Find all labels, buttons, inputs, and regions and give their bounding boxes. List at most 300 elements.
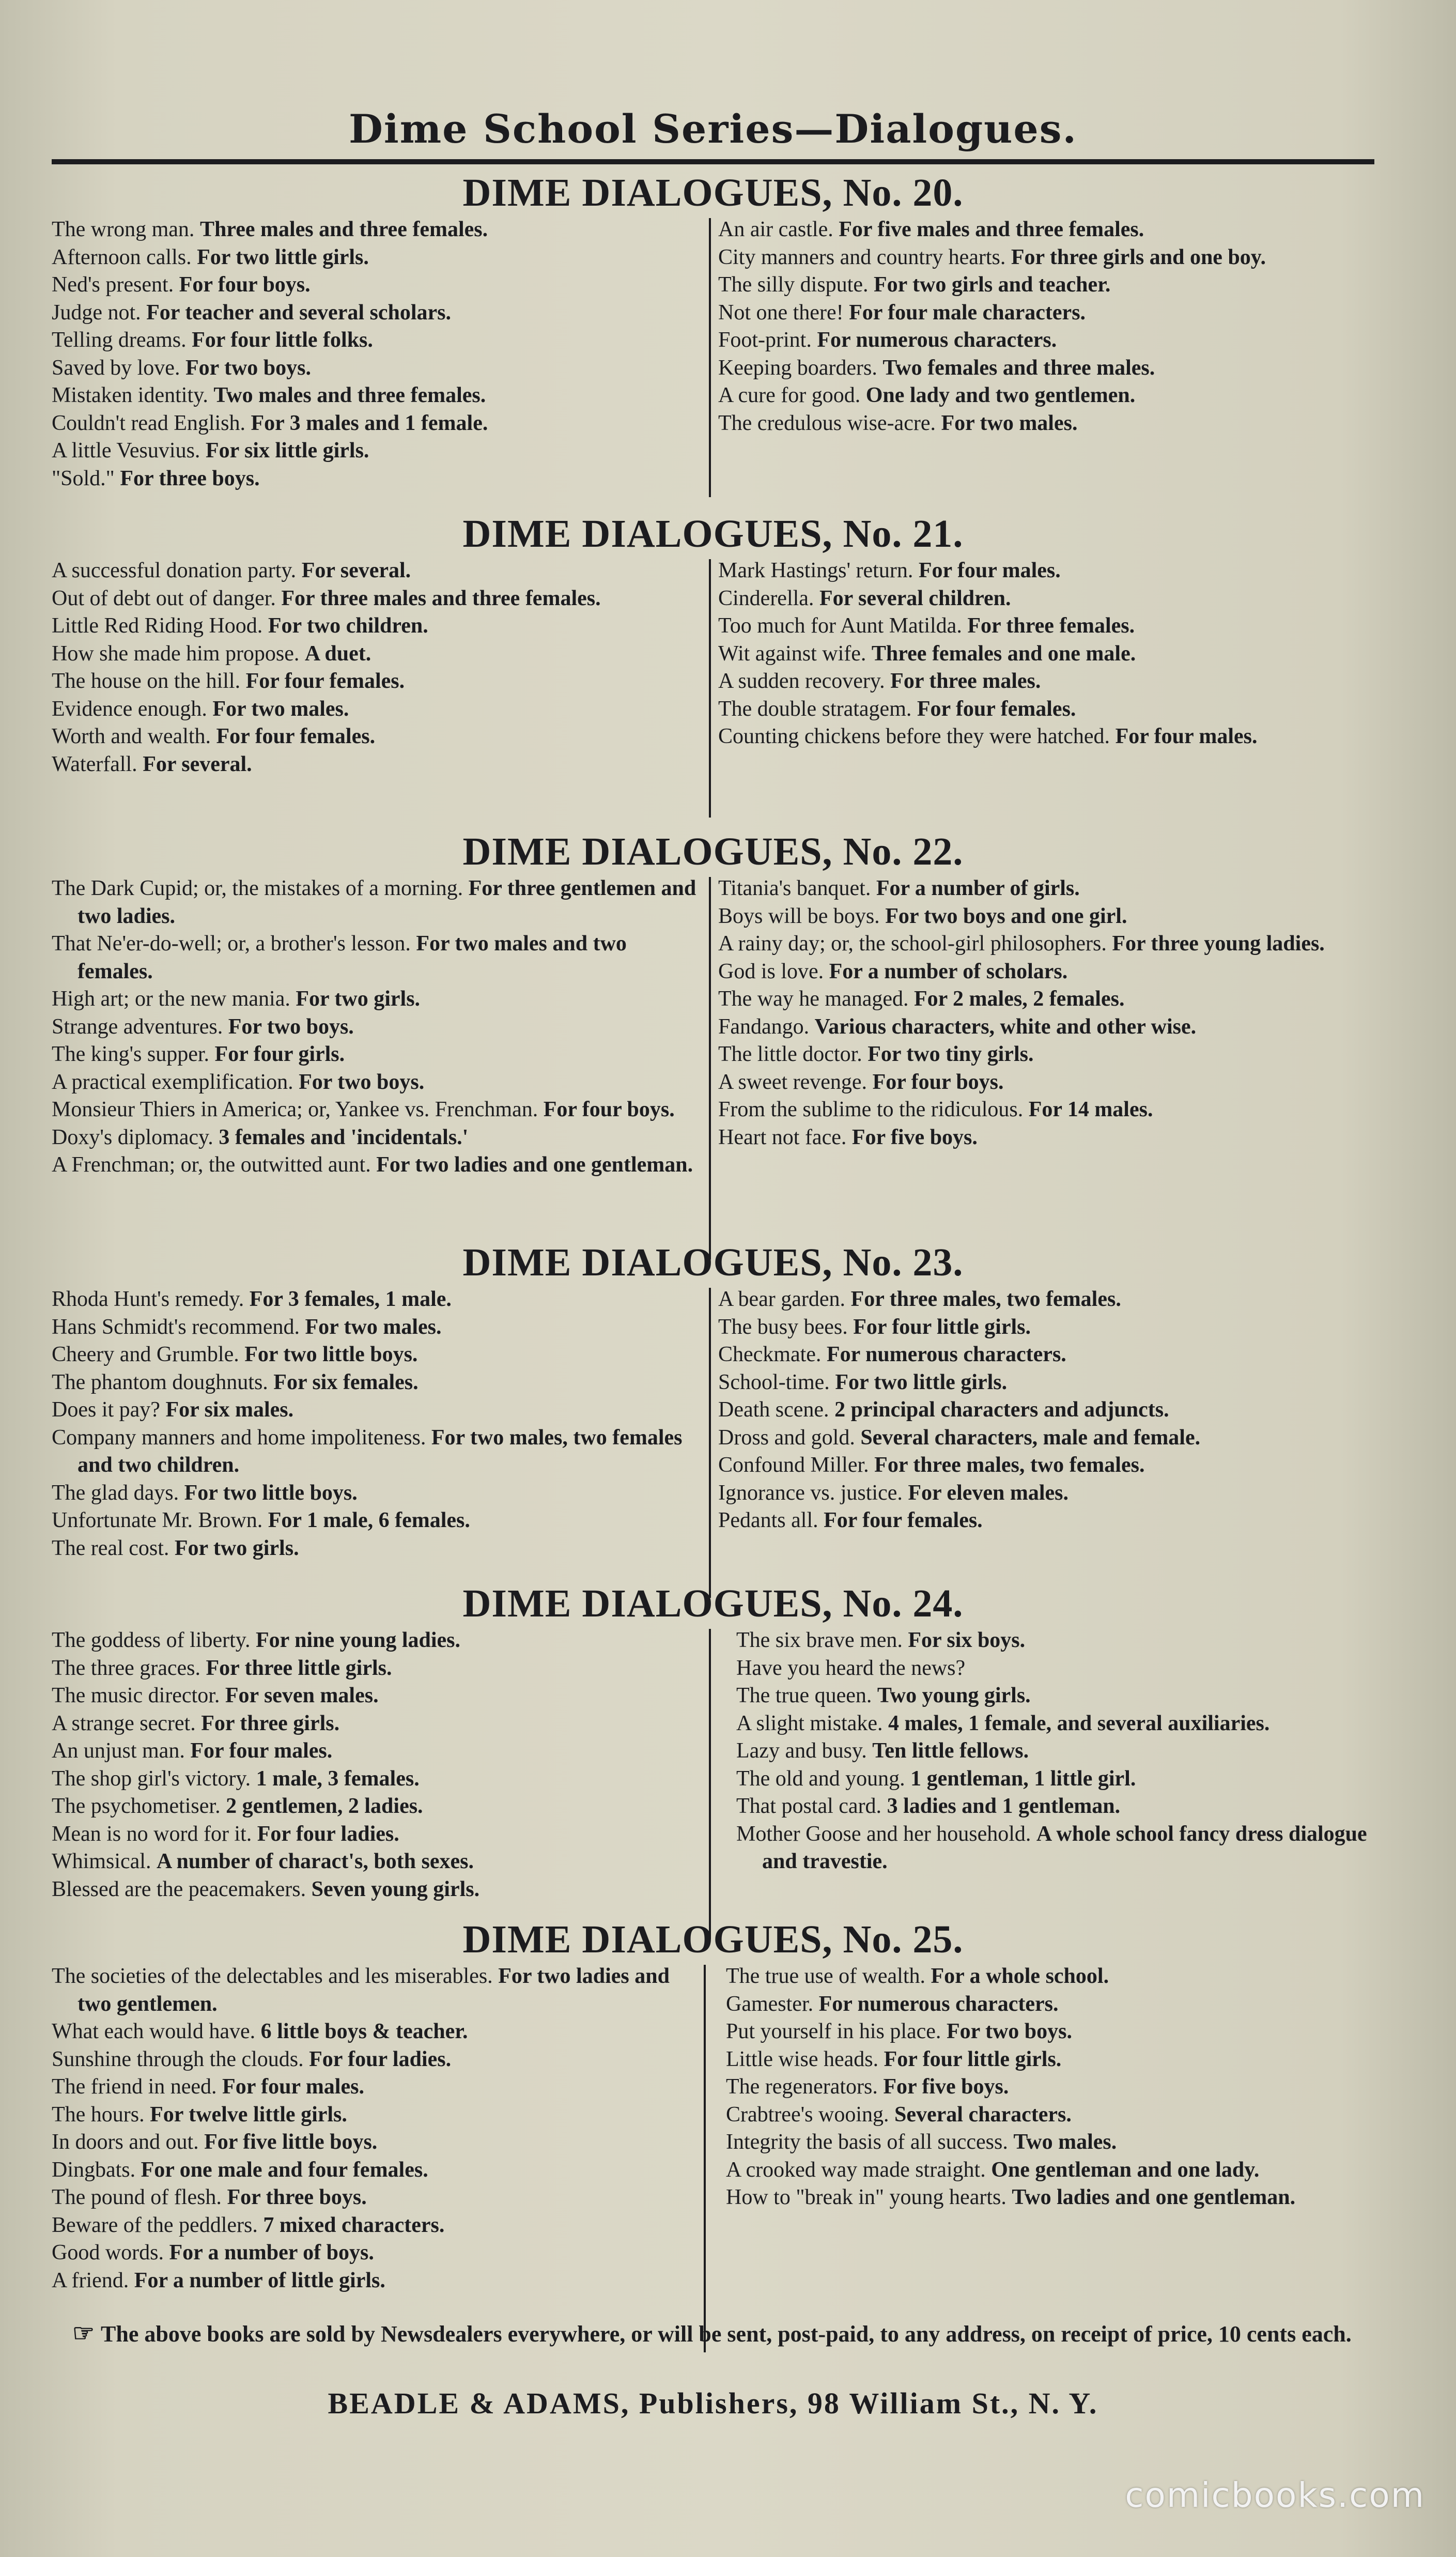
- dialogue-title: The credulous wise-acre.: [718, 411, 936, 435]
- list-item: [718, 216, 1374, 244]
- list-item: [718, 958, 1374, 986]
- section-columns: [52, 875, 1374, 1268]
- dialogue-title: The shop girl's victory.: [52, 1766, 251, 1791]
- dialogue-cast: For two males.: [305, 1315, 442, 1339]
- list-item: [718, 985, 1374, 1013]
- list-item: [52, 1341, 703, 1369]
- list-item: [726, 2156, 1374, 2184]
- list-item: [726, 2101, 1374, 2129]
- dialogue-title: The Dark Cupid; or, the mistakes of a morning.: [52, 876, 463, 900]
- dialogue-cast: For a number of little girls.: [134, 2268, 385, 2292]
- dialogue-title: The pound of flesh.: [52, 2185, 222, 2209]
- list-item: [52, 640, 682, 668]
- dialogue-title: Cinderella.: [718, 586, 814, 610]
- list-item: [718, 1124, 1374, 1152]
- dialogue-title: A practical exemplification.: [52, 1070, 293, 1094]
- dialogue-cast: For two girls.: [296, 987, 421, 1011]
- dialogue-cast: Various characters, white and other wise.: [814, 1014, 1197, 1039]
- dialogue-cast: 2 principal characters and adjuncts.: [834, 1398, 1169, 1422]
- column-divider: [709, 877, 711, 1259]
- list-item: [718, 640, 1374, 668]
- list-item: [52, 723, 682, 751]
- dialogue-cast: For four little girls.: [853, 1315, 1031, 1339]
- list-item: [718, 1507, 1374, 1535]
- column-divider: [709, 218, 711, 497]
- list-item: [52, 1041, 703, 1069]
- notice-text: The above books are sold by Newsdealers everywhere, or will be sent, post-paid, to any address, on receipt of price, 10 cents each.: [101, 2321, 1352, 2347]
- dialogue-title: Keeping boarders.: [718, 356, 877, 380]
- list-item: [736, 1765, 1374, 1793]
- dialogue-title: Mark Hastings' return.: [718, 559, 913, 582]
- left-column: [52, 875, 703, 1179]
- dialogue-cast: For four boys.: [179, 273, 311, 297]
- list-item: [718, 355, 1374, 382]
- dialogue-cast: For eleven males.: [908, 1481, 1069, 1505]
- list-item: [718, 1069, 1374, 1097]
- dialogue-title: The friend in need.: [52, 2075, 217, 2099]
- dialogue-title: Heart not face.: [718, 1125, 847, 1149]
- list-item: [718, 1424, 1374, 1452]
- dialogue-cast: For 1 male, 6 females.: [268, 1508, 470, 1532]
- list-item: [52, 1848, 703, 1876]
- dialogue-title: Wit against wife.: [718, 641, 866, 666]
- dialogue-cast: For two boys.: [946, 2020, 1072, 2043]
- dialogue-cast: For four females.: [917, 697, 1076, 721]
- dialogue-cast: 1 male, 3 females.: [256, 1766, 420, 1791]
- list-item: [718, 1341, 1374, 1369]
- dialogue-cast: For several children.: [819, 586, 1011, 610]
- dialogue-title: The silly dispute.: [718, 273, 869, 297]
- dialogue-title: Hans Schmidt's recommend.: [52, 1315, 300, 1339]
- dialogue-title: A cure for good.: [718, 383, 861, 407]
- list-item: [52, 410, 682, 438]
- dialogue-cast: For one male and four females.: [141, 2158, 428, 2182]
- dialogue-title: Titania's banquet.: [718, 876, 871, 900]
- dialogue-section: [52, 512, 1374, 826]
- dialogue-title: The way he managed.: [718, 987, 909, 1011]
- dialogue-cast: Several characters, male and female.: [860, 1425, 1201, 1450]
- dialogue-title: A friend.: [52, 2268, 129, 2292]
- dialogue-title: Waterfall.: [52, 752, 137, 776]
- dialogue-title: Company manners and home impoliteness.: [52, 1425, 426, 1450]
- dialogue-cast: One lady and two gentlemen.: [865, 383, 1136, 407]
- dialogue-title: Ned's present.: [52, 273, 174, 297]
- dialogue-cast: Ten little fellows.: [872, 1739, 1029, 1763]
- dialogue-cast: For three females.: [967, 614, 1135, 638]
- dialogue-cast: For four females.: [216, 725, 376, 748]
- dialogue-section: [52, 1917, 1374, 2361]
- list-item: [52, 1793, 703, 1821]
- dialogue-title: Foot-print.: [718, 328, 812, 352]
- list-item: [52, 2212, 687, 2240]
- section-title: DIME DIALOGUES, No. 23.: [462, 1241, 964, 1284]
- list-item: [718, 1314, 1374, 1342]
- left-column: [52, 1627, 703, 1903]
- dialogue-cast: For teacher and several scholars.: [146, 300, 452, 325]
- section-title: DIME DIALOGUES, No. 22.: [462, 830, 964, 873]
- dialogue-title: That Ne'er-do-well; or, a brother's lesson.: [52, 932, 411, 956]
- list-item: [52, 1535, 703, 1563]
- section-title: DIME DIALOGUES, No. 25.: [462, 1918, 964, 1961]
- dialogue-title: The societies of the delectables and les miserables.: [52, 1964, 493, 1988]
- list-item: [718, 903, 1374, 931]
- list-item: [52, 1069, 703, 1097]
- dialogue-title: The real cost.: [52, 1536, 169, 1560]
- list-item: [718, 410, 1374, 438]
- dialogue-section: [52, 1240, 1374, 1606]
- dialogue-title: Couldn't read English.: [52, 411, 246, 435]
- list-item: [718, 668, 1374, 696]
- dialogue-title: Not one there!: [718, 300, 844, 325]
- left-column: [52, 1963, 687, 2294]
- list-item: [718, 1041, 1374, 1069]
- dialogue-cast: For four little folks.: [192, 328, 373, 352]
- dialogue-title: The house on the hill.: [52, 669, 241, 693]
- column-divider: [704, 1965, 706, 2352]
- list-item: [718, 930, 1374, 958]
- dialogue-title: Worth and wealth.: [52, 725, 211, 748]
- dialogue-title: Fandango.: [718, 1014, 810, 1039]
- dialogue-title: Have you heard the news?: [736, 1656, 966, 1680]
- dialogue-cast: For two boys.: [185, 356, 312, 380]
- list-item: [52, 216, 682, 244]
- dialogue-cast: For two males, two females and two children.: [78, 1425, 683, 1477]
- dialogue-title: Strange adventures.: [52, 1014, 223, 1039]
- right-column: [718, 875, 1374, 1151]
- dialogue-cast: For four ladies.: [257, 1822, 399, 1846]
- dialogue-title: Judge not.: [52, 300, 141, 325]
- dialogue-cast: For four ladies.: [309, 2047, 452, 2071]
- dialogue-title: The true queen.: [736, 1684, 872, 1707]
- list-item: [52, 1710, 703, 1738]
- dialogue-title: What each would have.: [52, 2020, 256, 2043]
- list-item: [52, 1096, 703, 1124]
- dialogue-cast: For two little girls.: [197, 245, 369, 269]
- list-item: [52, 1821, 703, 1849]
- column-divider: [709, 1629, 711, 1939]
- dialogue-title: Dingbats.: [52, 2158, 136, 2182]
- dialogue-cast: For two males.: [941, 411, 1078, 435]
- dialogue-title: The busy bees.: [718, 1315, 848, 1339]
- dialogue-cast: Three males and three females.: [199, 218, 488, 241]
- list-item: [52, 465, 682, 493]
- right-column: [718, 216, 1374, 437]
- dialogue-cast: For three gentlemen and two ladies.: [78, 876, 696, 928]
- list-item: [52, 612, 682, 640]
- list-item: [718, 557, 1374, 585]
- dialogue-cast: For three boys.: [227, 2185, 367, 2209]
- dialogue-title: That postal card.: [736, 1794, 882, 1818]
- list-item: [52, 2073, 687, 2101]
- dialogue-title: The true use of wealth.: [726, 1964, 926, 1988]
- dialogue-cast: For four females.: [824, 1508, 983, 1532]
- section-columns: [52, 1963, 1374, 2361]
- list-item: [52, 1424, 703, 1480]
- dialogue-title: Pedants all.: [718, 1508, 818, 1532]
- dialogue-cast: Several characters.: [894, 2102, 1072, 2127]
- list-item: [52, 585, 682, 613]
- dialogue-title: The wrong man.: [52, 218, 195, 241]
- right-column: [726, 1963, 1374, 2212]
- list-item: [52, 1480, 703, 1507]
- list-item: [726, 2018, 1374, 2046]
- dialogue-title: The goddess of liberty.: [52, 1628, 251, 1652]
- left-column: [52, 1286, 703, 1562]
- dialogue-cast: 3 females and 'incidentals.': [219, 1125, 469, 1149]
- list-item: [718, 723, 1374, 751]
- pointing-hand-icon: ☞: [72, 2320, 95, 2347]
- dialogue-cast: For a number of boys.: [169, 2241, 374, 2265]
- list-item: [718, 875, 1374, 903]
- left-column: [52, 216, 682, 492]
- dialogue-title: Does it pay?: [52, 1398, 160, 1422]
- dialogue-title: A Frenchman; or, the outwitted aunt.: [52, 1153, 371, 1177]
- dialogue-cast: For two girls.: [174, 1536, 299, 1560]
- list-item: [52, 1013, 703, 1041]
- dialogue-title: In doors and out.: [52, 2130, 199, 2154]
- header-rule: [52, 159, 1374, 164]
- dialogue-cast: 2 gentlemen, 2 ladies.: [226, 1794, 423, 1818]
- dialogue-title: Lazy and busy.: [736, 1739, 867, 1763]
- dialogue-title: Telling dreams.: [52, 328, 187, 352]
- dialogue-title: Mean is no word for it.: [52, 1822, 252, 1846]
- list-item: [52, 271, 682, 299]
- dialogue-title: Mistaken identity.: [52, 383, 208, 407]
- dialogue-title: The little doctor.: [718, 1042, 862, 1066]
- dialogue-title: How to "break in" young hearts.: [726, 2185, 1006, 2209]
- list-item: [52, 2046, 687, 2074]
- dialogue-title: A little Vesuvius.: [52, 439, 200, 463]
- list-item: [718, 1369, 1374, 1397]
- list-item: [736, 1655, 1374, 1683]
- dialogue-title: Checkmate.: [718, 1343, 822, 1366]
- dialogue-cast: For two ladies and two gentlemen.: [78, 1964, 670, 2016]
- column-divider: [709, 1288, 711, 1598]
- dialogue-title: Confound Miller.: [718, 1453, 869, 1477]
- dialogue-cast: For two little boys.: [244, 1343, 418, 1366]
- dialogue-title: An air castle.: [718, 218, 833, 241]
- dialogue-title: A sweet revenge.: [718, 1070, 868, 1094]
- list-item: [52, 875, 703, 930]
- dialogue-cast: For four females.: [245, 669, 405, 693]
- dialogue-title: A bear garden.: [718, 1287, 846, 1311]
- list-item: [52, 557, 682, 585]
- dialogue-title: An unjust man.: [52, 1739, 185, 1763]
- list-item: [52, 2267, 687, 2295]
- dialogue-cast: For two boys.: [299, 1070, 425, 1094]
- dialogue-title: Ignorance vs. justice.: [718, 1481, 903, 1505]
- dialogue-cast: For five boys.: [851, 1125, 978, 1149]
- dialogue-title: Death scene.: [718, 1398, 829, 1422]
- list-item: [736, 1821, 1374, 1876]
- dialogue-cast: For three males, two females.: [850, 1287, 1121, 1311]
- dialogue-title: Little wise heads.: [726, 2047, 879, 2071]
- dialogue-title: Mother Goose and her household.: [736, 1822, 1031, 1846]
- dialogue-cast: For four boys.: [872, 1070, 1004, 1094]
- dialogue-cast: 6 little boys & teacher.: [260, 2020, 468, 2043]
- dialogue-title: Boys will be boys.: [718, 904, 880, 928]
- list-item: [52, 668, 682, 696]
- dialogue-cast: One gentleman and one lady.: [991, 2158, 1260, 2182]
- dialogue-title: A slight mistake.: [736, 1711, 883, 1735]
- list-item: [718, 244, 1374, 272]
- dialogue-cast: For four males.: [222, 2075, 364, 2099]
- list-item: [52, 2156, 687, 2184]
- dialogue-cast: For three young ladies.: [1112, 932, 1325, 956]
- dialogue-title: A successful donation party.: [52, 559, 297, 582]
- dialogue-cast: For two males and two females.: [78, 932, 627, 983]
- page-header: Dime School Series—Dialogues.: [348, 106, 1077, 152]
- dialogue-title: Doxy's diplomacy.: [52, 1125, 213, 1149]
- dialogue-title: Little Red Riding Hood.: [52, 614, 263, 638]
- dialogue-cast: For twelve little girls.: [150, 2102, 347, 2127]
- list-item: [52, 2018, 687, 2046]
- list-item: [52, 1507, 703, 1535]
- dialogue-title: Put yourself in his place.: [726, 2020, 941, 2043]
- dialogue-cast: A number of charact's, both sexes.: [156, 1850, 474, 1873]
- list-item: [718, 696, 1374, 723]
- notice: [52, 2319, 1374, 2349]
- dialogue-cast: Two ladies and one gentleman.: [1012, 2185, 1296, 2209]
- dialogue-title: Out of debt out of danger.: [52, 586, 276, 610]
- list-item: [52, 1151, 703, 1179]
- dialogue-cast: For several.: [143, 752, 252, 776]
- dialogue-cast: For three little girls.: [206, 1656, 392, 1680]
- list-item: [52, 751, 682, 779]
- list-item: [52, 1765, 703, 1793]
- list-item: [718, 1452, 1374, 1480]
- dialogue-cast: A whole school fancy dress dialogue and travestie.: [762, 1822, 1367, 1873]
- list-item: [52, 1737, 703, 1765]
- list-item: [726, 1963, 1374, 1991]
- dialogue-title: Unfortunate Mr. Brown.: [52, 1508, 263, 1532]
- list-item: [736, 1737, 1374, 1765]
- dialogue-title: Crabtree's wooing.: [726, 2102, 889, 2127]
- dialogue-title: The king's supper.: [52, 1042, 210, 1066]
- list-item: [718, 612, 1374, 640]
- list-item: [718, 382, 1374, 410]
- list-item: [726, 1991, 1374, 2019]
- list-item: [52, 1314, 703, 1342]
- dialogue-title: A crooked way made straight.: [726, 2158, 986, 2182]
- list-item: [718, 271, 1374, 299]
- dialogue-cast: For four little girls.: [884, 2047, 1062, 2071]
- dialogue-title: The music director.: [52, 1684, 220, 1707]
- dialogue-cast: For seven males.: [225, 1684, 379, 1707]
- list-item: [52, 1655, 703, 1683]
- dialogue-title: A strange secret.: [52, 1711, 196, 1735]
- list-item: [718, 1013, 1374, 1041]
- dialogue-title: The old and young.: [736, 1766, 905, 1791]
- list-item: [52, 930, 703, 985]
- list-item: [52, 327, 682, 355]
- watermark: comicbooks.com: [1125, 2475, 1425, 2515]
- dialogue-title: "Sold.": [52, 466, 115, 490]
- dialogue-title: Rhoda Hunt's remedy.: [52, 1287, 244, 1311]
- list-item: [718, 1286, 1374, 1314]
- dialogue-title: Evidence enough.: [52, 697, 207, 721]
- dialogue-cast: For 3 males and 1 female.: [251, 411, 488, 435]
- dialogue-title: A rainy day; or, the school-girl philosophers.: [718, 932, 1107, 956]
- dialogue-title: Integrity the basis of all success.: [726, 2130, 1008, 2154]
- dialogue-cast: For three males.: [890, 669, 1041, 693]
- dialogue-title: Beware of the peddlers.: [52, 2213, 258, 2237]
- dialogue-cast: For three males and three females.: [281, 586, 601, 610]
- dialogue-cast: 4 males, 1 female, and several auxiliaries.: [888, 1711, 1270, 1735]
- dialogue-cast: For three males, two females.: [874, 1453, 1145, 1477]
- list-item: [726, 2073, 1374, 2101]
- dialogue-cast: 7 mixed characters.: [263, 2213, 445, 2237]
- dialogue-cast: For two children.: [268, 614, 428, 638]
- list-item: [52, 2184, 687, 2212]
- list-item: [52, 299, 682, 327]
- dialogue-title: The phantom doughnuts.: [52, 1370, 268, 1394]
- dialogue-cast: For numerous characters.: [817, 328, 1057, 352]
- dialogue-cast: For two girls and teacher.: [873, 273, 1111, 297]
- dialogue-title: High art; or the new mania.: [52, 987, 290, 1011]
- dialogue-cast: For two little boys.: [184, 1481, 358, 1505]
- section-title: DIME DIALOGUES, No. 24.: [462, 1582, 964, 1625]
- dialogue-cast: For four male characters.: [849, 300, 1086, 325]
- dialogue-title: School-time.: [718, 1370, 830, 1394]
- list-item: [52, 1396, 703, 1424]
- dialogue-cast: For nine young ladies.: [256, 1628, 460, 1652]
- section-columns: [52, 557, 1374, 826]
- dialogue-title: Cheery and Grumble.: [52, 1343, 239, 1366]
- dialogue-title: A sudden recovery.: [718, 669, 885, 693]
- dialogue-cast: For six boys.: [908, 1628, 1026, 1652]
- section-columns: [52, 216, 1374, 505]
- dialogue-cast: 3 ladies and 1 gentleman.: [887, 1794, 1121, 1818]
- dialogue-cast: For six males.: [165, 1398, 294, 1422]
- dialogue-cast: Two males.: [1013, 2130, 1117, 2154]
- list-item: [718, 585, 1374, 613]
- list-item: [52, 1876, 703, 1904]
- section-title: DIME DIALOGUES, No. 21.: [462, 512, 964, 556]
- list-item: [52, 2101, 687, 2129]
- list-item: [52, 437, 682, 465]
- dialogue-cast: For four boys.: [543, 1098, 675, 1121]
- dialogue-cast: Seven young girls.: [311, 1877, 480, 1901]
- dialogue-cast: For three girls and one boy.: [1011, 245, 1266, 269]
- list-item: [52, 696, 682, 723]
- list-item: [726, 2184, 1374, 2212]
- list-item: [718, 1096, 1374, 1124]
- dialogue-cast: For four males.: [1115, 725, 1258, 748]
- list-item: [52, 1627, 703, 1655]
- dialogue-title: How she made him propose.: [52, 641, 300, 666]
- list-item: [718, 1396, 1374, 1424]
- dialogue-cast: For six females.: [273, 1370, 419, 1394]
- list-item: [736, 1710, 1374, 1738]
- dialogue-title: The regenerators.: [726, 2075, 878, 2099]
- dialogue-title: The psychometiser.: [52, 1794, 221, 1818]
- list-item: [52, 1124, 703, 1152]
- left-column: [52, 557, 682, 778]
- dialogue-title: God is love.: [718, 959, 824, 983]
- list-item: [718, 327, 1374, 355]
- dialogue-cast: A duet.: [304, 641, 371, 666]
- dialogue-cast: For five males and three females.: [839, 218, 1144, 241]
- dialogue-cast: For two little girls.: [835, 1370, 1008, 1394]
- list-item: [52, 2239, 687, 2267]
- dialogue-cast: For four girls.: [214, 1042, 345, 1066]
- dialogue-title: Afternoon calls.: [52, 245, 192, 269]
- list-item: [718, 1480, 1374, 1507]
- dialogue-cast: For numerous characters.: [818, 1992, 1059, 2016]
- dialogue-cast: Two young girls.: [877, 1684, 1031, 1707]
- dialogue-title: City manners and country hearts.: [718, 245, 1006, 269]
